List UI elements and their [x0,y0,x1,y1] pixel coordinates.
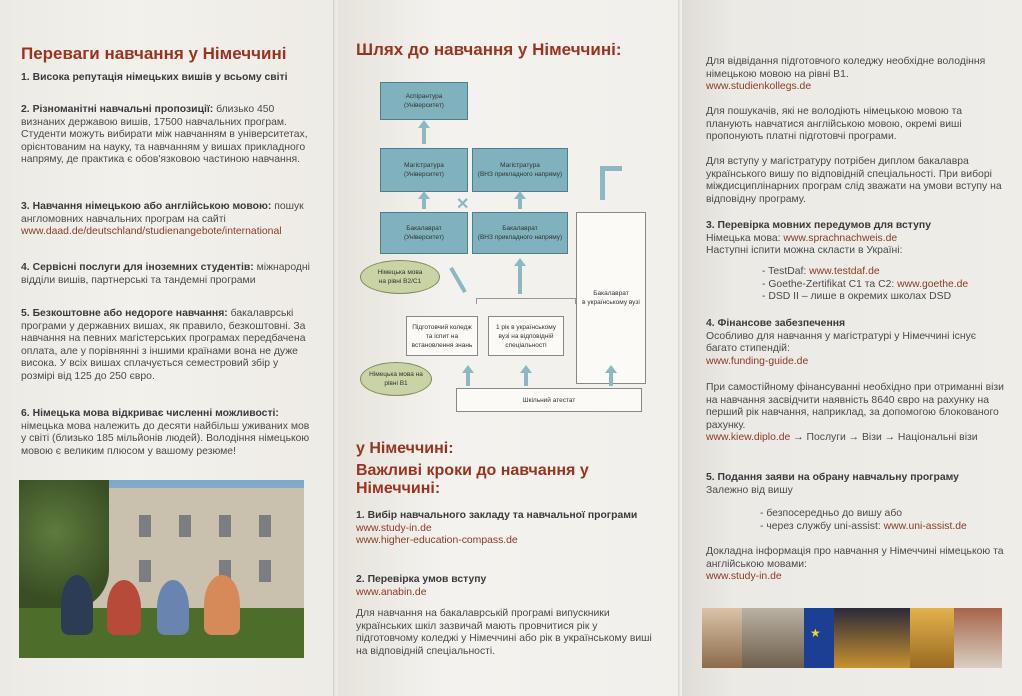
application-list: - безпосередньо до вишу або - через службу uni-assist: www.uni-assist.de [760,508,967,532]
testdaf-link[interactable]: www.testdaf.de [809,266,880,277]
advantage-1: 1. Висока репутація німецьких вишів у всьому світі [21,72,288,83]
panel-right [682,0,1022,696]
kiew-diplo-link[interactable]: www.kiew.diplo.de [706,432,791,443]
photo-lecture [742,608,804,668]
box-magistr-univ: Магістратура (Університет) [380,148,468,192]
english-prep-paragraph: Для пошукачів, які не володіють німецькою мовою та планують навчатися англійською мовою, окремі виші пропонують платні підготовчі програми. [706,106,963,142]
advantage-6: 6. Німецька мова відкриває численні можливості: німецька мова належить до десяти найбільш уживаних мов у світі (близько 185 мільйонів людей). Володіння німецькою мовою є великим плюсом у вашому резюме! [21,408,310,457]
arrow-up-icon [418,120,430,128]
clock-photo [910,608,954,668]
advantage-3: 3. Навчання німецькою або англійською мовою: пошук англомовних навчальних програм на сайті www.daad.de/deutschland/studienangebote/international [21,201,304,237]
arrow-up-icon [514,258,526,266]
town-photo [954,608,1002,668]
cross-arrow-icon: ✕ [456,196,470,213]
step-4: 4. Фінансове забезпечення Особливо для навчання у магістратурі у Німеччині існує багато стипендій: www.funding-guide.de [706,318,977,367]
anabin-link[interactable]: www.anabin.de [356,586,427,598]
photo-person [702,608,742,668]
corner-arrow-icon [600,166,622,200]
box-bakalavr-univ: Бакалаврат (Університет) [380,212,468,254]
oval-lang-b1: Німецька мова на рівні В1 [360,362,432,396]
master-paragraph: Для вступу у магістратуру потрібен диплом бакалавра українського вишу по відповідній спеціальності. При виборі міждисциплінарних програм слід зважати на умови вступу на відповідну програму. [706,156,1002,205]
advantage-5: 5. Безкоштовне або недороге навчання: бакалаврські програми у державних вишах, як правило, безкоштовні. За навчання на певних магістерських програмах передбачена оплата, але у порівнянні з іншими країнами вона не дуже висока. У всіх вишах сплачується семестровий збір у розмірі від 125 до 250 євро. [21,308,306,382]
brandenburg-gate-photo [834,608,910,668]
subtitle-2: Важливі кроки до навчання у Німеччині: [356,462,589,497]
box-prep-college: Підготовчий коледж та іспит на встановлення знань [406,316,478,356]
step-5: 5. Подання заяви на обрану навчальну програму Залежно від вишу [706,472,959,496]
box-bakalavr-vnz: Бакалаврат (ВНЗ прикладного напряму) [472,212,568,254]
info-paragraph: Докладна інформація про навчання у Німеччині німецькою та англійською мовами: www.study-in.de [706,546,1004,582]
photo-strip [702,608,1002,668]
daad-link[interactable]: www.daad.de/deutschland/studienangebote/international [21,226,282,237]
step-2-paragraph: Для навчання на бакалаврській програмі випускники українських шкіл зазвичай мають провчитися рік у підготовчому коледжі у Німеччині або рік в українському виші на відповідній спеціальності. [356,608,652,657]
arrow-up-icon [462,365,474,373]
financing-paragraph: При самостійному фінансуванні необхідно при отриманні візи на навчання засвідчити наявність 8640 євро на рахунку на перший рік навчання, наприклад, за допомогою блокованого рахунку. www.kiew.diplo.de → Послуги → Візи → Національні візи [706,382,1004,443]
exam-list: - TestDaf: www.testdaf.de - Goethe-Zertifikat C1 та C2: www.goethe.de - DSD II – лише в окремих школах DSD [762,266,969,302]
box-school-cert: Шкільний атестат [456,388,642,412]
students-photo [19,480,304,658]
arrow-up-icon [520,365,532,373]
step-3: 3. Перевірка мовних передумов для вступу Німецька мова: www.sprachnachweis.de Наступні іспити можна скласти в Україні: [706,220,931,256]
sprachnachweis-link[interactable]: www.sprachnachweis.de [783,232,898,244]
prep-college-paragraph: Для відвідання підготовчого коледжу необхідне володіння німецькою мовою на рівні В1. www.studienkollegs.de [706,56,986,92]
eu-flag-icon: ★ [804,608,834,668]
oval-lang-b2: Німецька мова на рівні В2/С1 [360,260,440,294]
panel1-title: Переваги навчання у Німеччині [21,44,287,63]
subtitle-1: у Німеччині: [356,440,454,457]
box-one-year: 1 рік в українському вузі на відповідній спеціальності [488,316,564,356]
panel-middle [338,0,682,696]
higher-education-compass-link[interactable]: www.higher-education-compass.de [356,535,518,546]
step-2: 2. Перевірка умов вступу www.anabin.de [356,574,487,598]
uni-assist-link[interactable]: www.uni-assist.de [883,520,967,532]
panel-left [0,0,338,696]
panel2-title: Шлях до навчання у Німеччині: [356,40,622,59]
advantage-4: 4. Сервісні послуги для іноземних студентів: міжнародні відділи вишів, партнерські та тандемні програми [21,262,310,286]
arrow-up-icon [514,191,526,199]
step-1: 1. Вибір навчального закладу та навчальної програми www.study-in.de www.higher-education-compass.de [356,510,638,546]
arrow-up-icon [418,191,430,199]
box-aspirantura: Аспірантура (Університет) [380,82,468,120]
funding-guide-link[interactable]: www.funding-guide.de [706,355,809,367]
advantage-2: 2. Різноманітні навчальні пропозиції: близько 450 визнаних державою вишів, 17500 навчальних програм. Студенти можуть вибирати між навчанням в університетах, орієнтованим на науку, та навчанням у вишах прикладного напряму, де практика є обов'язковою частиною навчання. [21,104,308,165]
goethe-link[interactable]: www.goethe.de [897,278,969,290]
arrow-up-icon [605,365,617,373]
box-bakalavr-ua: Бакалаврат в українському вузі [576,212,646,384]
study-in-link-2[interactable]: www.study-in.de [706,571,782,582]
box-magistr-vnz: Магістратура (ВНЗ прикладного напряму) [472,148,568,192]
study-in-link[interactable]: www.study-in.de [356,522,432,534]
studienkollegs-link[interactable]: www.studienkollegs.de [706,81,812,92]
